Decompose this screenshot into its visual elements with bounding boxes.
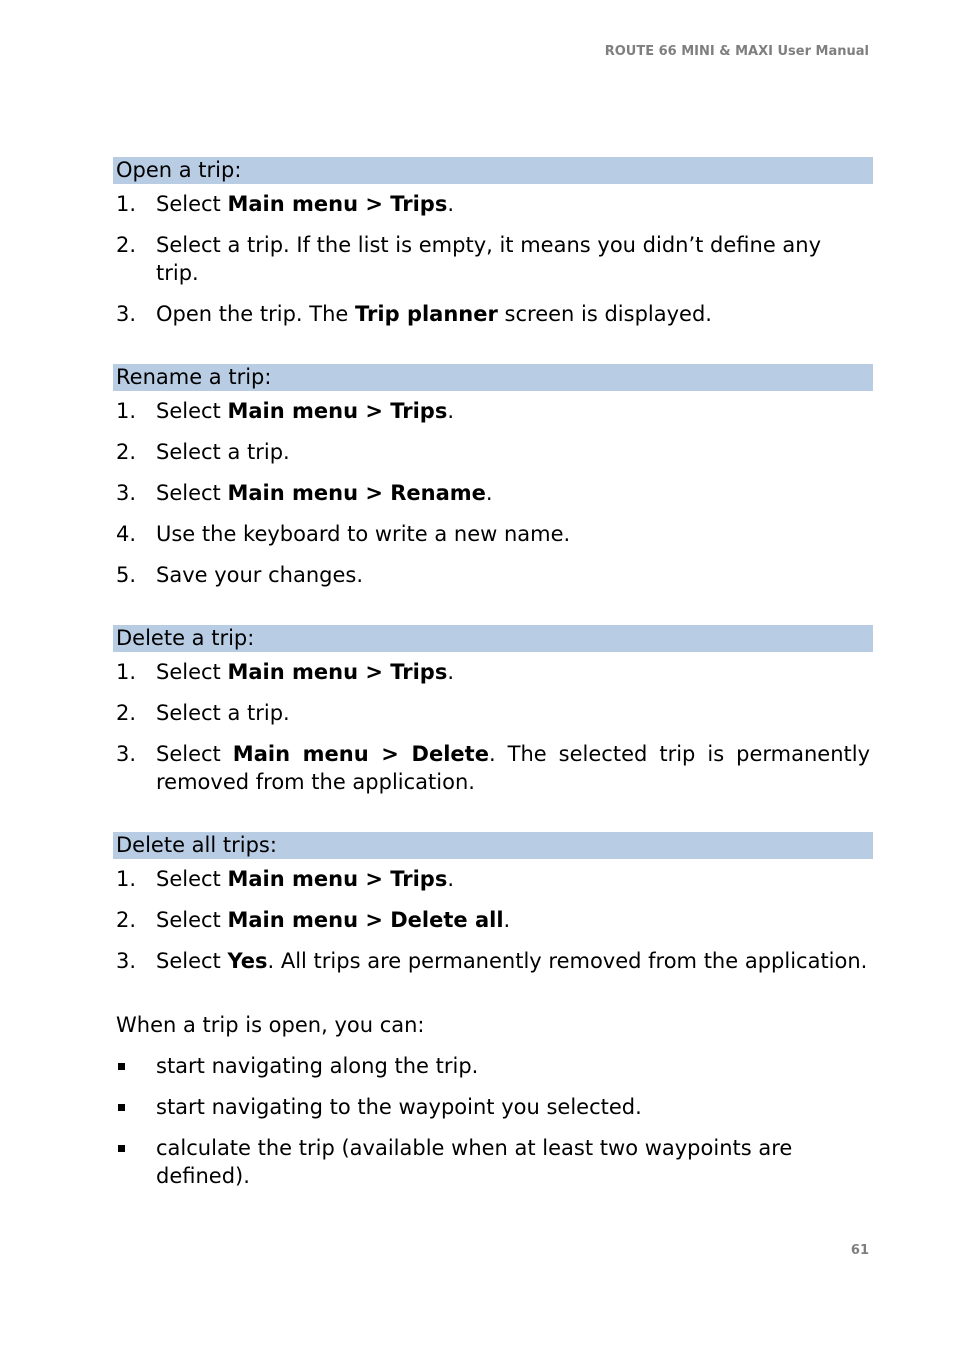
step-text: Save your changes. <box>156 563 364 587</box>
bullet-item <box>113 1134 873 1190</box>
section <box>113 625 873 796</box>
step-number: 2. <box>116 440 137 464</box>
step-item <box>113 865 873 893</box>
step-text: . <box>503 908 511 932</box>
bullet-item <box>113 1093 873 1121</box>
bullet-item <box>113 1052 873 1080</box>
step-emphasis: Main menu > Trips <box>227 192 448 216</box>
section-title: Rename a trip: <box>113 364 873 391</box>
step-text: Select <box>156 192 228 216</box>
step-item <box>113 947 873 975</box>
section <box>113 364 873 589</box>
step-list <box>113 865 873 975</box>
step-number: 1. <box>116 660 137 684</box>
step-number: 2. <box>116 908 137 932</box>
step-emphasis: Trip planner <box>355 302 498 326</box>
section-title: Delete all trips: <box>113 832 873 859</box>
sections-container <box>113 157 873 975</box>
step-text: . All trips are permanently removed from the application. <box>267 949 868 973</box>
step-item <box>113 658 873 686</box>
page-number: 61 <box>850 1243 869 1258</box>
step-item <box>113 699 873 727</box>
step-emphasis: Main menu > Trips <box>227 660 448 684</box>
step-number: 3. <box>116 742 137 766</box>
step-item <box>113 740 873 796</box>
step-emphasis: Main menu > Trips <box>227 867 448 891</box>
intro-text: When a trip is open, you can: <box>116 1013 425 1037</box>
step-text: . <box>447 867 455 891</box>
step-text: . <box>447 660 455 684</box>
step-number: 5. <box>116 563 137 587</box>
step-list <box>113 190 873 328</box>
step-text: . <box>447 399 455 423</box>
section <box>113 832 873 975</box>
step-text: Select <box>156 481 228 505</box>
step-emphasis: Main menu > Rename <box>227 481 486 505</box>
step-item <box>113 300 873 328</box>
step-item <box>113 438 873 466</box>
step-text: . The selected trip is permanently removed from the application. <box>156 742 871 794</box>
step-list <box>113 658 873 796</box>
step-item <box>113 906 873 934</box>
bullet-text: start navigating along the trip. <box>156 1054 479 1078</box>
step-text: Select <box>156 660 228 684</box>
step-emphasis: Main menu > Delete <box>232 742 489 766</box>
step-text: Select <box>156 742 233 766</box>
running-header: ROUTE 66 MINI & MAXI User Manual <box>604 44 869 59</box>
step-item <box>113 397 873 425</box>
section <box>113 157 873 328</box>
main-content <box>113 157 873 1203</box>
bullet-text: start navigating to the waypoint you selected. <box>156 1095 642 1119</box>
step-emphasis: Main menu > Delete all <box>227 908 504 932</box>
section-title: Delete a trip: <box>113 625 873 652</box>
step-number: 1. <box>116 399 137 423</box>
step-item <box>113 231 873 287</box>
step-item <box>113 561 873 589</box>
step-number: 4. <box>116 522 137 546</box>
step-text: . <box>485 481 493 505</box>
step-number: 3. <box>116 949 137 973</box>
step-emphasis: Main menu > Trips <box>227 399 448 423</box>
step-text: Use the keyboard to write a new name. <box>156 522 571 546</box>
step-number: 3. <box>116 481 137 505</box>
step-item <box>113 479 873 507</box>
bullet-text: calculate the trip (available when at least two waypoints are defined). <box>156 1136 793 1188</box>
square-bullet-icon <box>118 1063 125 1070</box>
step-text: Select <box>156 867 228 891</box>
step-number: 2. <box>116 701 137 725</box>
step-list <box>113 397 873 589</box>
step-text: Select a trip. <box>156 701 290 725</box>
step-text: Select <box>156 399 228 423</box>
step-text: Select a trip. If the list is empty, it means you didn’t define any trip. <box>156 233 822 285</box>
step-number: 3. <box>116 302 137 326</box>
step-emphasis: Yes <box>227 949 268 973</box>
square-bullet-icon <box>118 1145 125 1152</box>
step-item <box>113 520 873 548</box>
step-text: . <box>447 192 455 216</box>
step-number: 1. <box>116 192 137 216</box>
step-text: Open the trip. The <box>156 302 356 326</box>
step-number: 1. <box>116 867 137 891</box>
step-number: 2. <box>116 233 137 257</box>
step-text: Select <box>156 949 228 973</box>
bullet-list <box>113 1052 873 1190</box>
step-text: Select <box>156 908 228 932</box>
step-item <box>113 190 873 218</box>
square-bullet-icon <box>118 1104 125 1111</box>
section-title: Open a trip: <box>113 157 873 184</box>
step-text: Select a trip. <box>156 440 290 464</box>
step-text: screen is displayed. <box>497 302 712 326</box>
